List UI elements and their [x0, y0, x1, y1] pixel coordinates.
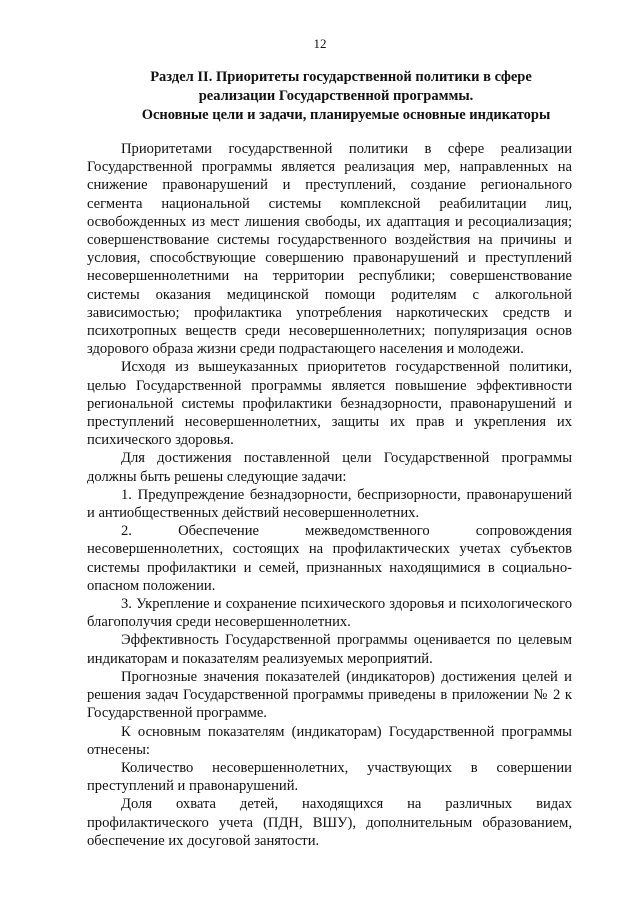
heading-line-1: Раздел II. Приоритеты государственной политики в сфере	[150, 69, 532, 85]
paragraph-tasks-intro: Для достижения поставленной цели Государственной программы должны быть решены следующие задачи:	[87, 450, 572, 485]
paragraph-efficiency: Эффективность Государственной программы оценивается по целевым индикаторам и показателям реализуемых мероприятий.	[87, 632, 572, 667]
body-text	[87, 140, 572, 850]
section-heading	[96, 68, 576, 125]
indicator-item-1: Количество несовершеннолетних, участвующих в совершении преступлений и правонарушений.	[87, 759, 572, 795]
paragraph-goal: Исходя из вышеуказанных приоритетов государственной политики, целью Государственной программы является повышение эффективности региональной системы профилактики безнадзорности, правонарушений и преступлений несовершеннолетних, защиты их прав и укрепления их психического здоровья.	[87, 359, 572, 449]
paragraph-priorities: Приоритетами государственной политики в сфере реализации Государственной программы является реализация мер, направленных на снижение правонарушений и преступлений, создание регионального сегмента национальной системы комплексной реабилитации лиц, освобожденных из мест лишения свободы, их адаптация и ресоциализация; совершенствование системы государственного воздействия на причины и условия, способствующие совершению правонарушений и преступлений несовершеннолетними на территории республики; совершенствование системы оказания медицинской помощи родителям с алкогольной зависимостью; профилактика употребления наркотических средств и психотропных веществ среди несовершеннолетних; популяризация основ здорового образа жизни среди подрастающего населения и молодежи.	[87, 141, 572, 358]
task-item-3: 3. Укрепление и сохранение психического здоровья и психологического благополучия среди несовершеннолетних.	[87, 596, 572, 631]
task-item-1: 1. Предупреждение безнадзорности, беспризорности, правонарушений и антиобщественных действий несовершеннолетних.	[87, 486, 572, 522]
heading-line-3: Основные цели и задачи, планируемые основные индикаторы	[141, 107, 551, 123]
paragraph-forecast: Прогнозные значения показателей (индикаторов) достижения целей и решения задач Государственной программы приведены в приложении № 2 к Государственной программе.	[87, 668, 572, 722]
indicator-item-2: Доля охвата детей, находящихся на различных видах профилактического учета (ПДН, ВШУ), дополнительным образованием, обеспечение их досуговой занятости.	[87, 796, 572, 849]
heading-line-2: реализации Государственной программы.	[198, 88, 474, 104]
page-number: 12	[313, 36, 327, 51]
paragraph-indicators-intro: К основным показателям (индикаторам) Государственной программы отнесены:	[87, 723, 572, 758]
task-item-2: 2. Обеспечение межведомственного сопровождения несовершеннолетних, состоящих на профилактических учетах субъектов системы профилактики и семей, признанных находящимися в социально-опасном положении.	[87, 523, 572, 594]
